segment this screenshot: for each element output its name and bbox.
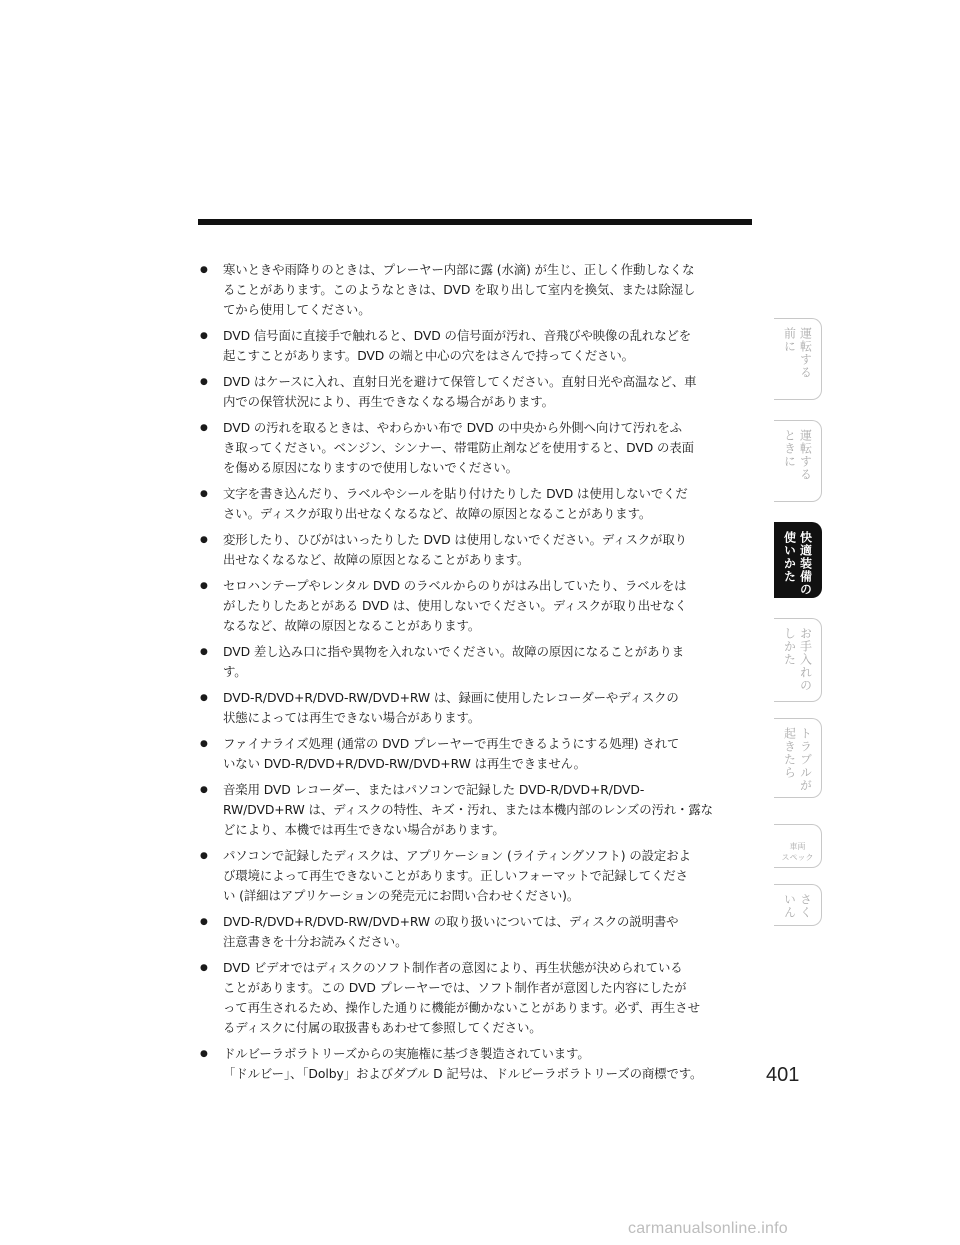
item-line: どにより、本機では再生できない場合があります。	[223, 822, 505, 837]
bullet-icon: ●	[200, 1049, 208, 1059]
bullet-icon: ●	[200, 785, 208, 795]
item-line: 状態によっては再生できない場合があります。	[223, 710, 481, 725]
bullet-icon: ●	[200, 489, 208, 499]
tab-maintenance[interactable]	[774, 618, 822, 702]
watermark: carmanualsonline.info	[628, 1220, 788, 1237]
list-item	[198, 912, 754, 952]
list-item	[198, 576, 754, 636]
item-line: てから使用してください。	[223, 302, 371, 317]
list-item	[198, 688, 754, 728]
item-line: がしたりしたあとがある DVD は、使用しないでください。ディスクが取り出せなく	[223, 598, 687, 613]
caution-list	[198, 260, 754, 1090]
item-line: 文字を書き込んだり、ラベルやシールを貼り付けたりした DVD は使用しないでくだ	[223, 486, 688, 501]
tab-troubleshooting[interactable]	[774, 718, 822, 798]
item-line: ることがあります。このようなときは、DVD を取り出して室内を換気、または除湿し	[223, 282, 696, 297]
item-line: DVD 信号面に直接手で触れると、DVD の信号面が汚れ、音飛びや映像の乱れなどを	[223, 328, 692, 343]
bullet-icon: ●	[200, 851, 208, 861]
bullet-icon: ●	[200, 331, 208, 341]
item-line: ファイナライズ処理 (通常の DVD プレーヤーで再生できるようにする処理) されて	[223, 736, 680, 751]
item-line: DVD ビデオではディスクのソフト制作者の意図により、再生状態が決められている	[223, 960, 683, 975]
item-line: ドルビーラボラトリーズからの実施権に基づき製造されています。	[223, 1046, 590, 1061]
item-line: なるなど、故障の原因となることがあります。	[223, 618, 481, 633]
tab-vehicle-specs[interactable]	[774, 824, 822, 868]
bullet-icon: ●	[200, 581, 208, 591]
tab-label: 快適装備の	[798, 531, 813, 596]
tab-index[interactable]	[774, 884, 822, 926]
tab-label: さく	[798, 893, 813, 919]
item-line: 出せなくなるなど、故障の原因となることがあります。	[223, 552, 530, 567]
item-line: い (詳細はアプリケーションの発売元にお問い合わせください)。	[223, 888, 580, 903]
item-line: 起こすことがあります。DVD の端と中心の穴をはさんで持ってください。	[223, 348, 634, 363]
item-line: RW/DVD+RW は、ディスクの特性、キズ・汚れ、または本機内部のレンズの汚れ・露な	[223, 802, 713, 817]
item-line: を傷める原因になりますので使用しないでください。	[223, 460, 518, 475]
tab-comfort-features[interactable]	[774, 522, 822, 598]
tab-label: いん	[782, 893, 797, 919]
item-line: DVD 差し込み口に指や異物を入れないでください。故障の原因になることがありま	[223, 644, 685, 659]
bullet-icon: ●	[200, 963, 208, 973]
list-item	[198, 958, 754, 1038]
list-item	[198, 734, 754, 774]
tab-label: お手入れの	[798, 627, 813, 692]
item-line: セロハンテープやレンタル DVD のラベルからのりがはみ出していたり、ラベルをは	[223, 578, 687, 593]
item-line: DVD-R/DVD+R/DVD-RW/DVD+RW の取り扱いについては、ディスクの説明書や	[223, 914, 679, 929]
item-line: DVD はケースに入れ、直射日光を避けて保管してください。直射日光や高温など、車	[223, 374, 697, 389]
tab-label: 起きたら	[782, 727, 797, 779]
item-line: パソコンで記録したディスクは、アプリケーション (ライティングソフト) の設定およ	[223, 848, 691, 863]
tab-label: ときに	[782, 429, 797, 468]
item-line: いない DVD-R/DVD+R/DVD-RW/DVD+RW は再生できません。	[223, 756, 586, 771]
tab-label: 運転する	[798, 429, 813, 481]
item-line: 寒いときや雨降りのときは、プレーヤー内部に露 (水滴) が生じ、正しく作動しなくな	[223, 262, 695, 277]
bullet-icon: ●	[200, 423, 208, 433]
bullet-icon: ●	[200, 693, 208, 703]
item-line: 「ドルビー」、「Dolby」およびダブル D 記号は、ドルビーラボラトリーズの商標です。	[223, 1066, 703, 1081]
list-item	[198, 846, 754, 906]
tab-label: スペック	[781, 852, 814, 862]
item-line: 注意書きを十分お読みください。	[223, 934, 408, 949]
list-item	[198, 530, 754, 570]
tab-label: トラブルが	[798, 727, 813, 792]
top-rule	[198, 219, 752, 225]
item-line: DVD の汚れを取るときは、やわらかい布で DVD の中央から外側へ向けて汚れをふ	[223, 420, 682, 435]
list-item	[198, 780, 754, 840]
list-item	[198, 326, 754, 366]
tab-label: 前に	[782, 327, 797, 353]
bullet-icon: ●	[200, 739, 208, 749]
bullet-icon: ●	[200, 377, 208, 387]
list-item	[198, 1044, 754, 1084]
item-line: ことがあります。この DVD プレーヤーでは、ソフト制作者が意図した内容にしたが	[223, 980, 687, 995]
bullet-icon: ●	[200, 265, 208, 275]
item-line: き取ってください。ベンジン、シンナー、帯電防止剤などを使用すると、DVD の表面	[223, 440, 694, 455]
tab-while-driving[interactable]	[774, 420, 822, 502]
list-item	[198, 484, 754, 524]
list-item	[198, 372, 754, 412]
list-item	[198, 642, 754, 682]
item-line: び環境によって再生できないことがあります。正しいフォーマットで記録してくださ	[223, 868, 688, 883]
bullet-icon: ●	[200, 647, 208, 657]
list-item	[198, 260, 754, 320]
page-number: 401	[766, 1064, 800, 1086]
list-item	[198, 418, 754, 478]
item-line: さい。ディスクが取り出せなくなるなど、故障の原因となることがあります。	[223, 506, 652, 521]
item-line: す。	[223, 664, 247, 679]
tab-label: 車両	[789, 841, 806, 851]
item-line: 音楽用 DVD レコーダー、またはパソコンで記録した DVD-R/DVD+R/DVD-	[223, 782, 645, 797]
item-line: DVD-R/DVD+R/DVD-RW/DVD+RW は、録画に使用したレコーダーやディスクの	[223, 690, 679, 705]
tab-label: 使いかた	[782, 531, 797, 583]
item-line: 変形したり、ひびがはいったりした DVD は使用しないでください。ディスクが取り	[223, 532, 687, 547]
tab-before-driving[interactable]	[774, 318, 822, 400]
item-line: 内での保管状況により、再生できなくなる場合があります。	[223, 394, 554, 409]
bullet-icon: ●	[200, 535, 208, 545]
bullet-icon: ●	[200, 917, 208, 927]
item-line: って再生されるため、操作した通りに機能が働かないことがあります。必ず、再生させ	[223, 1000, 700, 1015]
item-line: るディスクに付属の取扱書もあわせて参照してください。	[223, 1020, 542, 1035]
tab-label: 運転する	[798, 327, 813, 379]
tab-label: しかた	[782, 627, 797, 666]
